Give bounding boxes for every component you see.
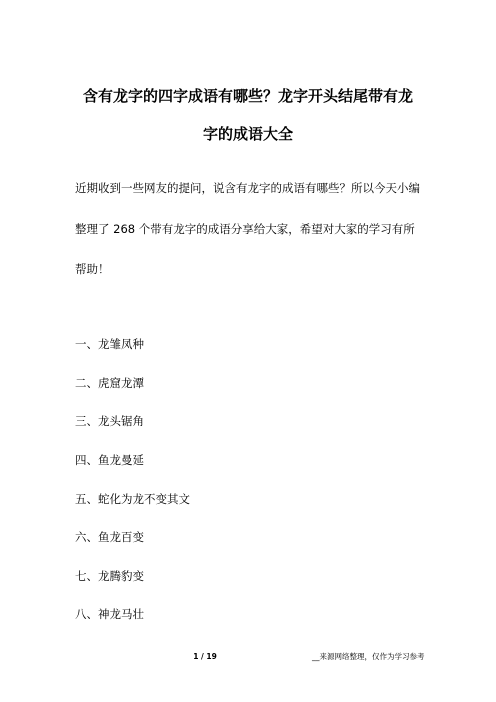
document-title-line-1: 含有龙字的四字成语有哪些？龙字开头结尾带有龙 [82,87,413,105]
list-item: 二、虎窟龙潭 [75,376,144,390]
list-item: 八、神龙马壮 [75,607,144,621]
list-item: 七、龙腾豹变 [75,569,144,583]
intro-paragraph-line-1: 近期收到一些网友的提问，说含有龙字的成语有哪些？所以今天小编 [75,181,420,195]
list-item: 五、蛇化为龙不变其文 [75,492,190,506]
document-title-line-2: 字的成语大全 [202,125,293,143]
list-item: 三、龙头锯角 [75,414,144,428]
page-number: 1 / 19 [193,652,217,661]
list-item: 四、鱼龙曼延 [75,453,144,467]
footer-source-note: __来源网络整理，仅作为学习参考 [312,652,425,661]
list-item: 一、龙雏凤种 [75,337,144,351]
intro-paragraph-line-2: 整理了 268 个带有龙字的成语分享给大家，希望对大家的学习有所 [75,222,415,236]
intro-paragraph-line-3: 帮助！ [75,262,110,276]
list-item: 六、鱼龙百变 [75,530,144,544]
